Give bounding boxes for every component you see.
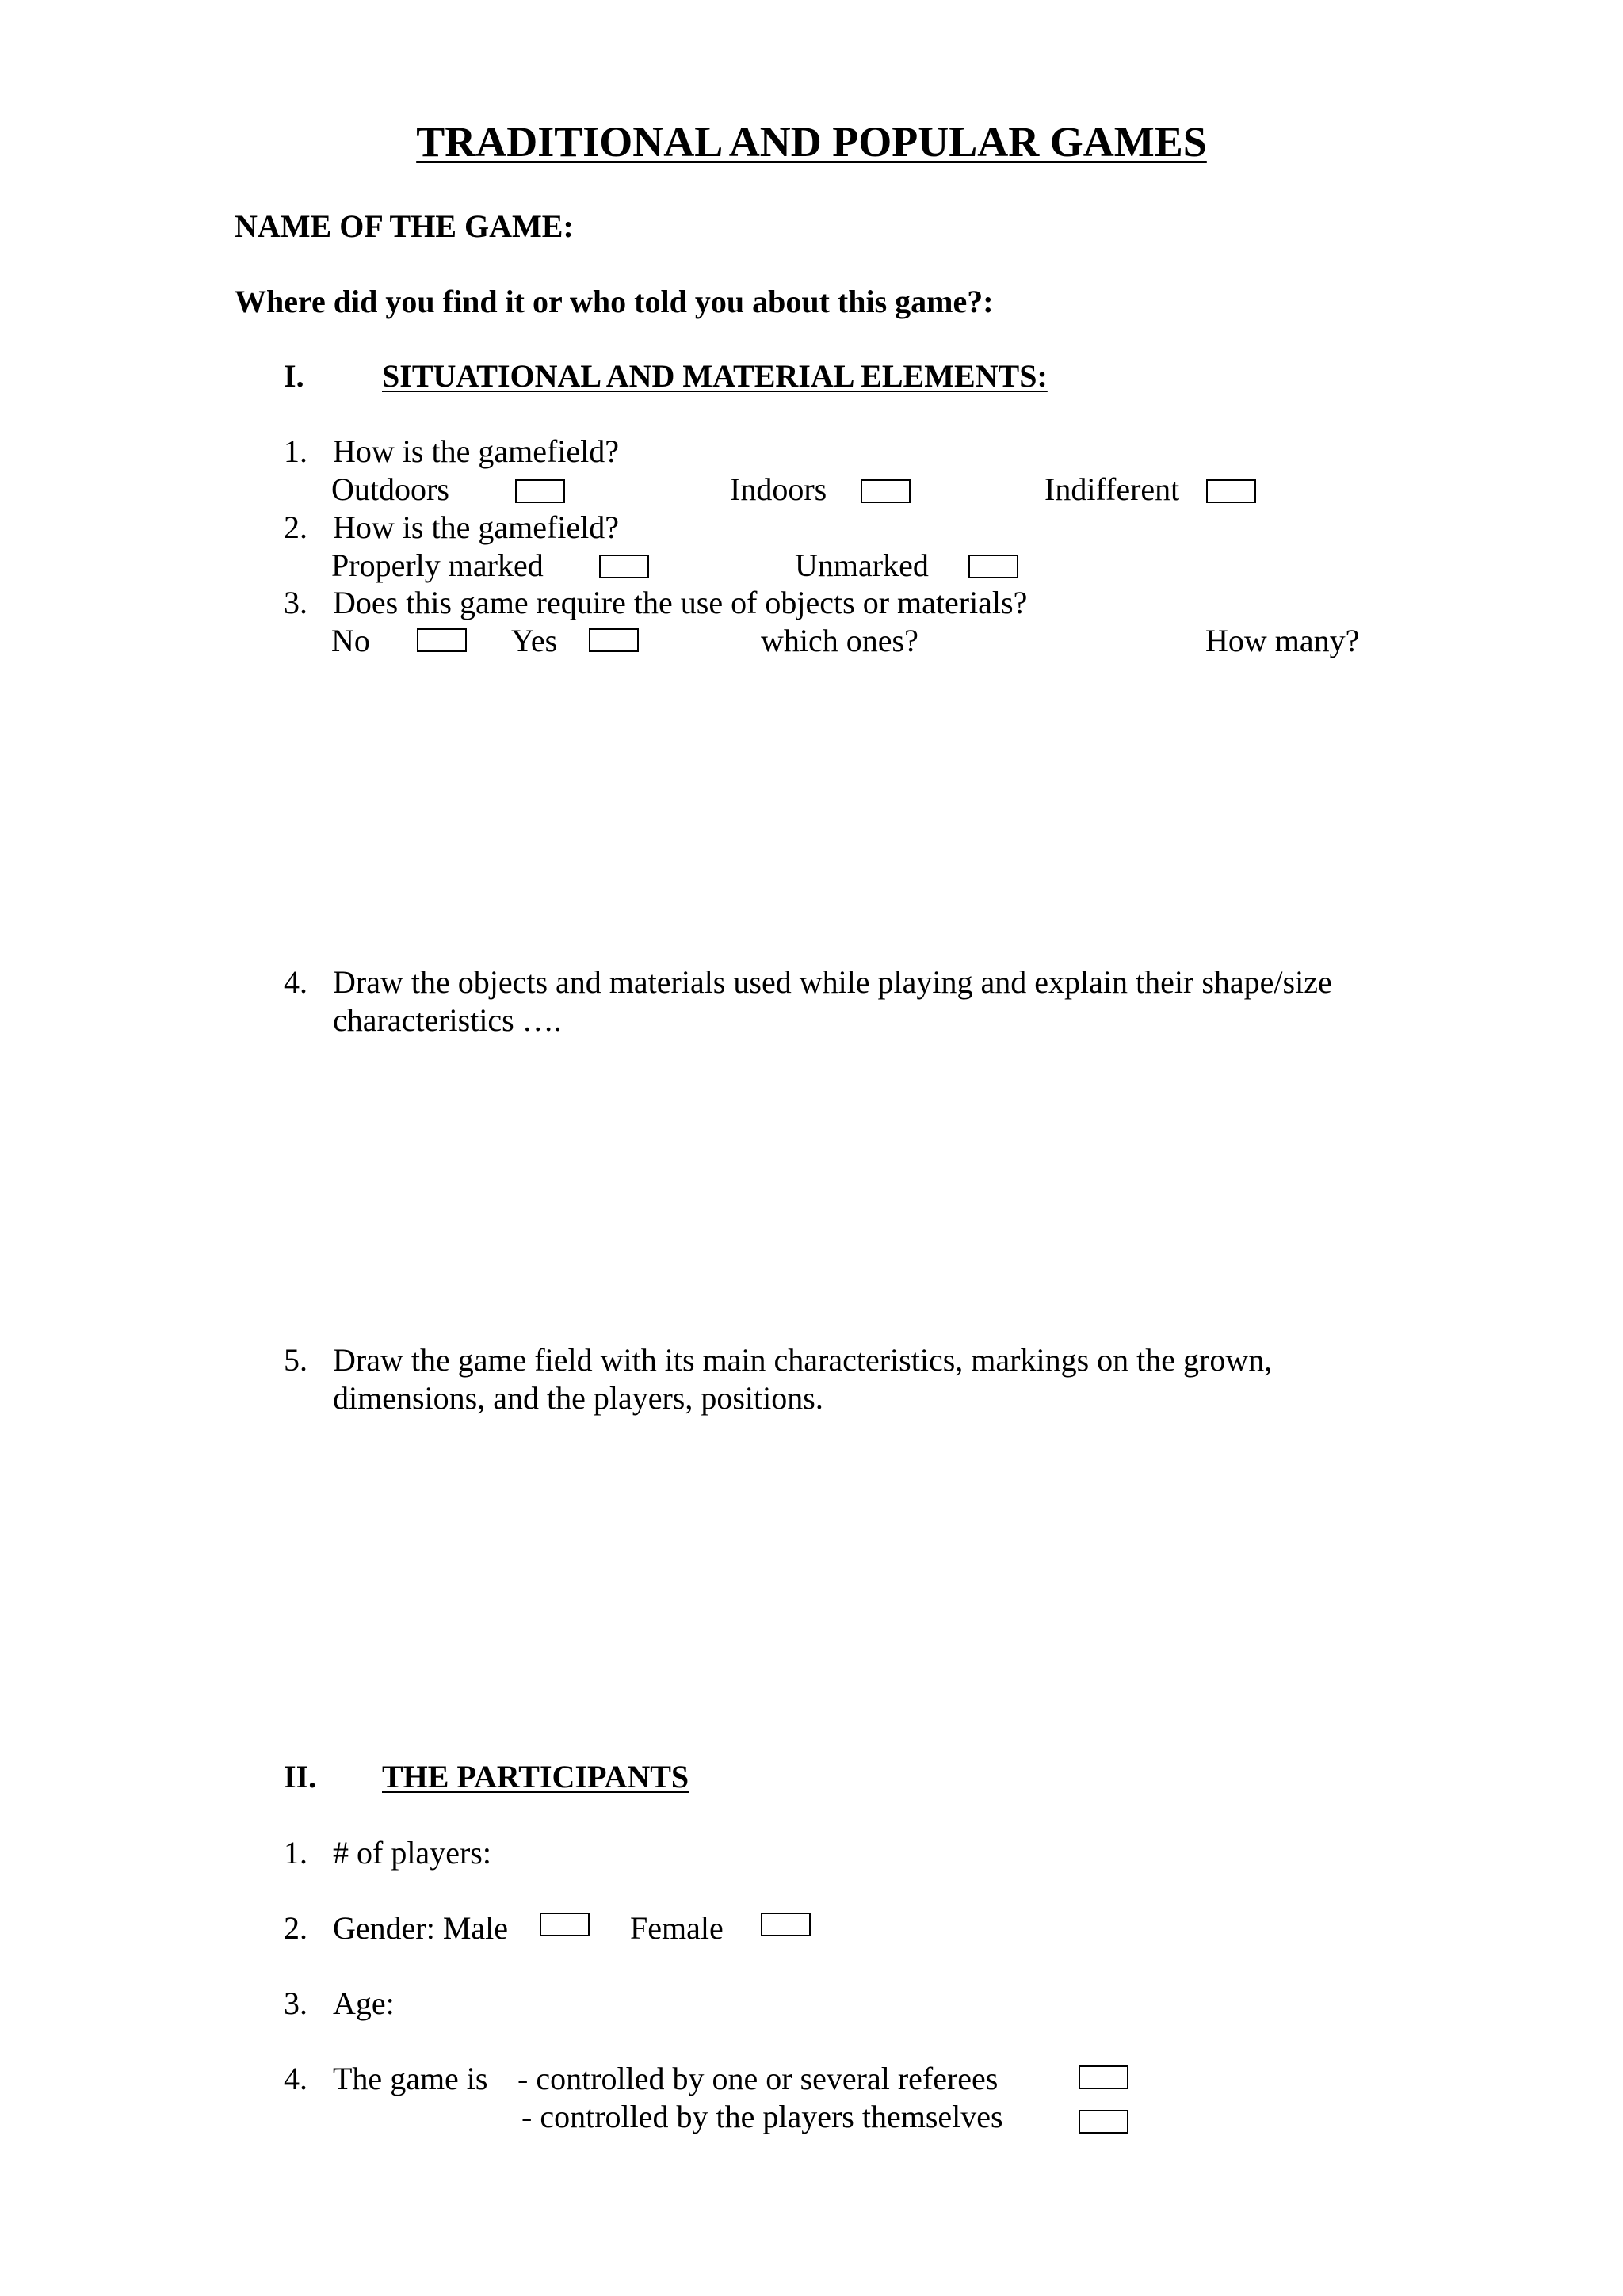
q1-number: 1.	[284, 433, 307, 469]
section1-number: I.	[284, 358, 304, 394]
q5-number: 5.	[284, 1342, 307, 1378]
outdoors-checkbox[interactable]	[515, 479, 565, 503]
referee-option-label: - controlled by one or several referees	[517, 2061, 999, 2096]
option-outdoors-label: Outdoors	[331, 471, 449, 507]
players-control-checkbox[interactable]	[1079, 2110, 1128, 2134]
option-yes-label: Yes	[511, 623, 558, 658]
p4-number: 4.	[284, 2061, 307, 2096]
q2-number: 2.	[284, 509, 307, 545]
q3-number: 3.	[284, 585, 307, 620]
section2-number: II.	[284, 1759, 317, 1794]
game-is-label: The game is	[333, 2061, 488, 2096]
age-label: Age:	[333, 1985, 395, 2021]
page-title: TRADITIONAL AND POPULAR GAMES	[416, 118, 1207, 166]
gender-male-label: Gender: Male	[333, 1910, 509, 1946]
referee-checkbox[interactable]	[1079, 2065, 1128, 2089]
indoors-checkbox[interactable]	[861, 479, 911, 503]
no-checkbox[interactable]	[417, 628, 467, 652]
p1-number: 1.	[284, 1835, 307, 1871]
unmarked-checkbox[interactable]	[968, 555, 1018, 578]
male-checkbox[interactable]	[540, 1913, 590, 1936]
q4-text-line1: Draw the objects and materials used while playing and explain their shape/size	[333, 964, 1332, 1000]
p3-number: 3.	[284, 1985, 307, 2021]
option-indifferent-label: Indifferent	[1044, 471, 1180, 507]
properly-marked-checkbox[interactable]	[599, 555, 649, 578]
section1-heading: SITUATIONAL AND MATERIAL ELEMENTS:	[382, 358, 1048, 394]
female-checkbox[interactable]	[761, 1913, 811, 1936]
q5-text-line1: Draw the game field with its main characteristics, markings on the grown,	[333, 1342, 1273, 1378]
indifferent-checkbox[interactable]	[1206, 479, 1256, 503]
q4-text-line2: characteristics ….	[333, 1002, 562, 1038]
q1-text: How is the gamefield?	[333, 433, 619, 469]
q5-text-line2: dimensions, and the players, positions.	[333, 1380, 823, 1416]
players-control-option-label: - controlled by the players themselves	[521, 2099, 1003, 2134]
q3-text: Does this game require the use of objects or materials?	[333, 585, 1028, 620]
option-unmarked-label: Unmarked	[795, 547, 929, 583]
option-indoors-label: Indoors	[730, 471, 827, 507]
how-many-label: How many?	[1205, 623, 1360, 658]
players-count-label: # of players:	[333, 1835, 491, 1871]
q4-number: 4.	[284, 964, 307, 1000]
option-no-label: No	[331, 623, 370, 658]
where-found-label: Where did you find it or who told you about this game?:	[235, 284, 994, 319]
q2-text: How is the gamefield?	[333, 509, 619, 545]
name-of-game-label: NAME OF THE GAME:	[235, 208, 574, 244]
gender-female-label: Female	[630, 1910, 724, 1946]
yes-checkbox[interactable]	[589, 628, 639, 652]
which-ones-label: which ones?	[761, 623, 918, 658]
section2-heading: THE PARTICIPANTS	[382, 1759, 689, 1794]
option-properly-marked-label: Properly marked	[331, 547, 544, 583]
p2-number: 2.	[284, 1910, 307, 1946]
